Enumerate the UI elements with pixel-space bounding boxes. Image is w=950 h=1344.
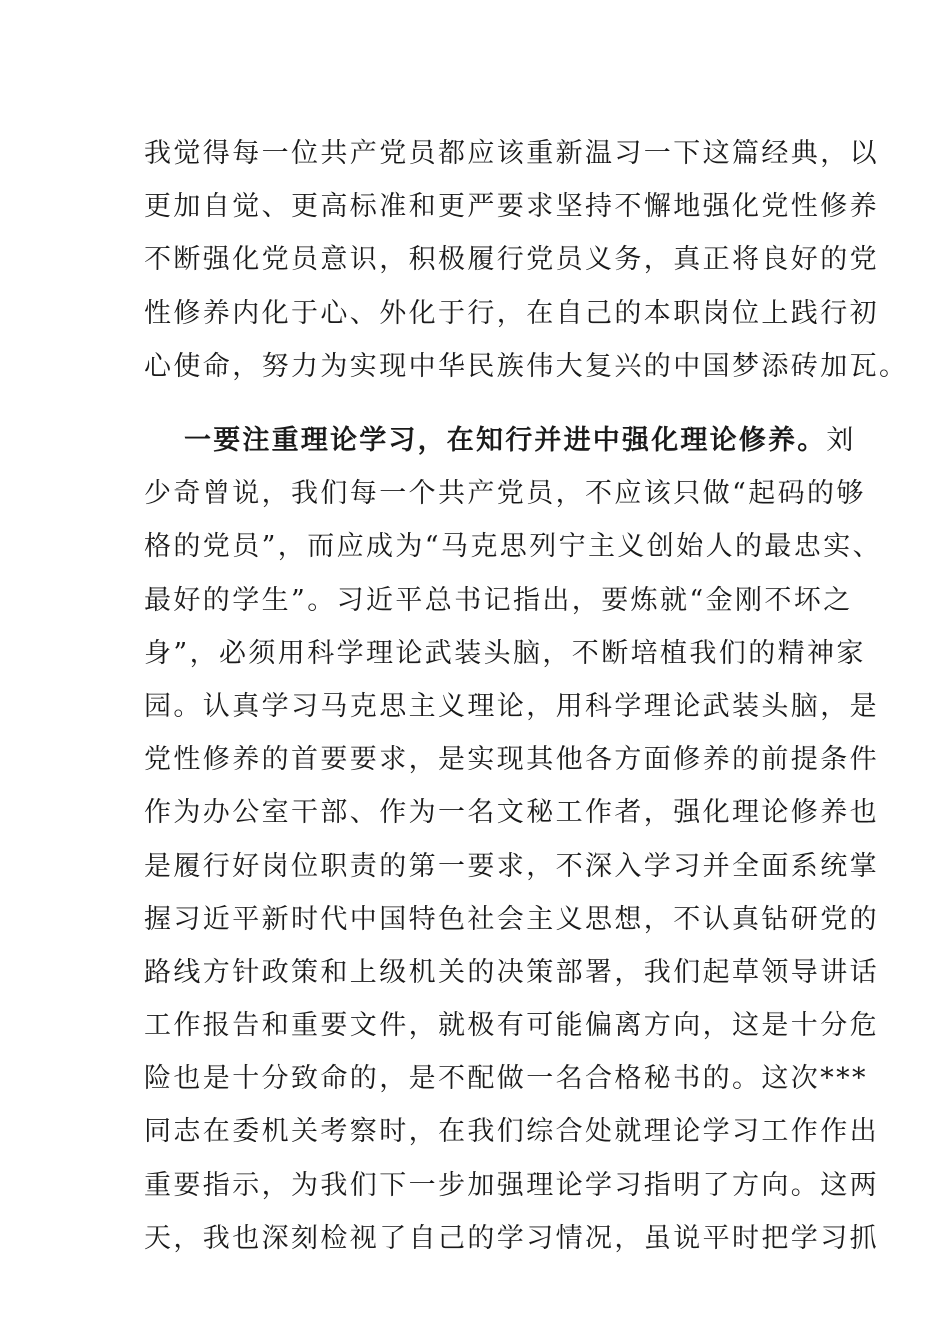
paragraph-line: 格的党员”，而应成为“马克思列宁主义创始人的最忠实、 <box>144 531 883 563</box>
paragraph-line: 党性修养的首要要求，是实现其他各方面修养的前提条件 <box>144 744 879 776</box>
paragraph-line: 最好的学生”。习近平总书记指出，要炼就“金刚不坏之 <box>144 584 853 616</box>
paragraph-line: 险也是十分致命的，是不配做一名合格秘书的。这次*** <box>144 1063 868 1095</box>
paragraph-line: 同志在委机关考察时，在我们综合处就理论学习工作作出 <box>144 1116 879 1148</box>
paragraph-line: 天，我也深刻检视了自己的学习情况，虽说平时把学习抓 <box>144 1222 879 1254</box>
section-heading-bold: 一要注重理论学习，在知行并进中强化理论修养。 <box>184 425 827 456</box>
paragraph-first-line <box>144 414 856 467</box>
paragraph-line: 路线方针政策和上级机关的决策部署，我们起草领导讲话 <box>144 956 879 988</box>
paragraph-line: 是履行好岗位职责的第一要求，不深入学习并全面系统掌 <box>144 850 879 882</box>
paragraph-line: 不断强化党员意识，积极履行党员义务，真正将良好的党 <box>144 244 879 276</box>
paragraph-line: 园。认真学习马克思主义理论，用科学理论武装头脑，是 <box>144 690 879 722</box>
paragraph-2 <box>144 414 883 1265</box>
paragraph-line: 更加自觉、更高标准和更严要求坚持不懈地强化党性修养 <box>144 191 879 223</box>
paragraph-line: 作为办公室干部、作为一名文秘工作者，强化理论修养也 <box>144 797 879 829</box>
paragraph-line: 少奇曾说，我们每一个共产党员，不应该只做“起码的够 <box>144 478 866 510</box>
paragraph-line: 心使命，努力为实现中华民族伟大复兴的中国梦添砖加瓦。 <box>144 350 909 382</box>
paragraph-line: 握习近平新时代中国特色社会主义思想，不认真钻研党的 <box>144 903 879 935</box>
paragraph-lead-rest: 刘 <box>826 425 856 456</box>
paragraph-line: 性修养内化于心、外化于行，在自己的本职岗位上践行初 <box>144 297 879 329</box>
paragraph-line: 我觉得每一位共产党员都应该重新温习一下这篇经典，以 <box>144 138 879 169</box>
paragraph-line: 重要指示，为我们下一步加强理论学习指明了方向。这两 <box>144 1169 879 1201</box>
paragraph-line: 工作报告和重要文件，就极有可能偏离方向，这是十分危 <box>144 1010 879 1042</box>
paragraph-line: 身”，必须用科学理论武装头脑，不断培植我们的精神家 <box>144 637 866 669</box>
paragraph-1 <box>144 127 909 393</box>
